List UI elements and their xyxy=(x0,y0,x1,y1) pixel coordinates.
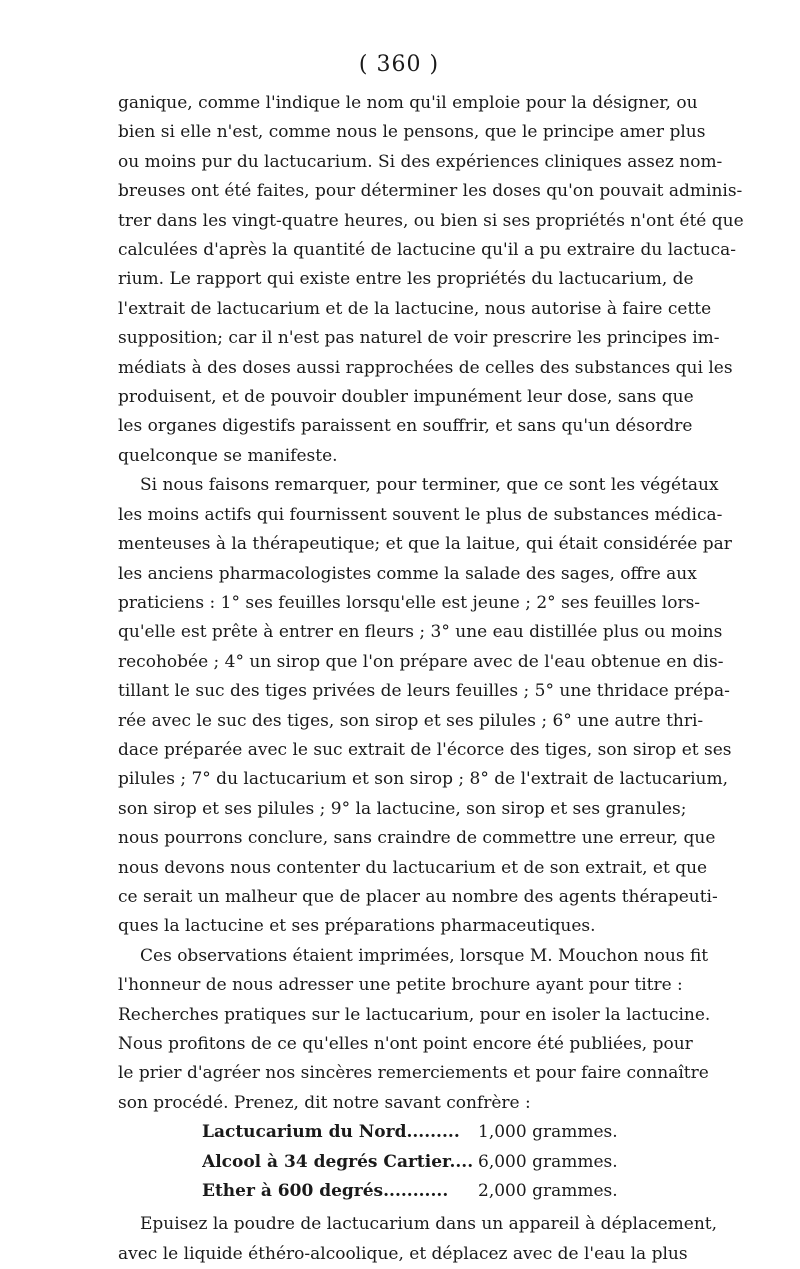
text-line: Nous profitons de ce qu'elles n'ont point encore été publiées, pour xyxy=(118,1034,693,1054)
recipe-item xyxy=(118,1118,680,1147)
text-line: trer dans les vingt-quatre heures, ou bien si ses propriétés n'ont été que xyxy=(118,210,744,231)
page-body xyxy=(118,52,744,1269)
text-line: menteuses à la thérapeutique; et que la laitue, qui était considérée par xyxy=(118,534,732,555)
recipe-item xyxy=(118,1177,680,1206)
text-line: l'extrait de lactucarium et de la lactucine, nous autorise à faire cette xyxy=(118,298,712,319)
recipe-quantity: 2,000 grammes. xyxy=(478,1181,618,1201)
paragraph-4 xyxy=(118,1210,718,1269)
text-line: avec le liquide éthéro-alcoolique, et déplacez avec de l'eau la plus xyxy=(118,1243,688,1264)
text-line: ques la lactucine et ses préparations pharmaceutiques. xyxy=(118,916,596,937)
text-line: ou moins pur du lactucarium. Si des expériences cliniques assez nom- xyxy=(118,151,723,172)
text-line: recohobée ; 4° un sirop que l'on prépare avec de l'eau obtenue en dis- xyxy=(118,651,724,672)
recipe-ingredient: Ether à 600 degrés........... xyxy=(202,1181,449,1201)
recipe-ingredient: Lactucarium du Nord......... xyxy=(202,1122,460,1143)
text-line: praticiens : 1° ses feuilles lorsqu'elle est jeune ; 2° ses feuilles lors- xyxy=(118,592,701,613)
text-line: pilules ; 7° du lactucarium et son sirop ; 8° de l'extrait de lactucarium, xyxy=(118,769,729,790)
text-line: ce serait un malheur que de placer au nombre des agents thérapeuti- xyxy=(118,886,718,907)
text-line: qu'elle est prête à entrer en fleurs ; 3° une eau distillée plus ou moins xyxy=(118,622,723,643)
recipe-quantity: 6,000 grammes. xyxy=(478,1151,618,1172)
text-line: produisent, et de pouvoir doubler impunément leur dose, sans que xyxy=(118,387,694,408)
text-line: bien si elle n'est, comme nous le pensons, que le principe amer plus xyxy=(118,122,706,143)
text-line: dace préparée avec le suc extrait de l'écorce des tiges, son sirop et ses xyxy=(118,739,732,760)
text-line: Ces observations étaient imprimées, lorsque M. Mouchon nous fit xyxy=(140,945,709,966)
text-line: calculées d'après la quantité de lactucine qu'il a pu extraire du lactuca- xyxy=(118,240,737,261)
paragraph-2 xyxy=(118,471,732,942)
text-line: supposition; car il n'est pas naturel de voir prescrire les principes im- xyxy=(118,328,720,349)
text-line: le prier d'agréer nos sincères remerciements et pour faire connaître xyxy=(118,1063,709,1084)
text-line: les moins actifs qui fournissent souvent le plus de substances médica- xyxy=(118,504,723,525)
text-line: tillant le suc des tiges privées de leurs feuilles ; 5° une thridace prépa- xyxy=(118,681,730,702)
text-line: l'honneur de nous adresser une petite brochure ayant pour titre : xyxy=(118,975,683,996)
text-line: rée avec le suc des tiges, son sirop et ses pilules ; 6° une autre thri- xyxy=(118,710,704,731)
text-line: Recherches pratiques sur le lactucarium, pour en isoler la lactucine. xyxy=(118,1004,711,1025)
recipe-quantity: 1,000 grammes. xyxy=(478,1122,618,1143)
text-line: nous pourrons conclure, sans craindre de commettre une erreur, que xyxy=(118,828,716,849)
paragraph-1 xyxy=(118,89,744,471)
text-line: nous devons nous contenter du lactucarium et de son extrait, et que xyxy=(118,857,708,878)
paragraph-3 xyxy=(118,942,711,1118)
text-line: rium. Le rapport qui existe entre les propriétés du lactucarium, de xyxy=(118,269,694,290)
text-line: son procédé. Prenez, dit notre savant confrère : xyxy=(118,1092,531,1113)
text-line: médiats à des doses aussi rapprochées de celles des substances qui les xyxy=(118,357,733,378)
recipe-ingredient: Alcool à 34 degrés Cartier.... xyxy=(202,1151,474,1172)
text-line: les anciens pharmacologistes comme la salade des sages, offre aux xyxy=(118,563,697,584)
text-line: Epuisez la poudre de lactucarium dans un appareil à déplacement, xyxy=(140,1214,718,1235)
recipe-item xyxy=(118,1148,680,1177)
recipe-list xyxy=(118,1118,680,1206)
text-line: quelconque se manifeste. xyxy=(118,445,338,466)
text-line: Si nous faisons remarquer, pour terminer, que ce sont les végétaux xyxy=(140,475,719,496)
text-line: les organes digestifs paraissent en souffrir, et sans qu'un désordre xyxy=(118,416,693,437)
text-line: breuses ont été faites, pour déterminer les doses qu'on pouvait adminis- xyxy=(118,181,743,202)
text-line: ganique, comme l'indique le nom qu'il emploie pour la désigner, ou xyxy=(118,93,698,113)
text-line: son sirop et ses pilules ; 9° la lactucine, son sirop et ses granules; xyxy=(118,798,687,819)
page-number: ( 360 ) xyxy=(358,52,440,77)
